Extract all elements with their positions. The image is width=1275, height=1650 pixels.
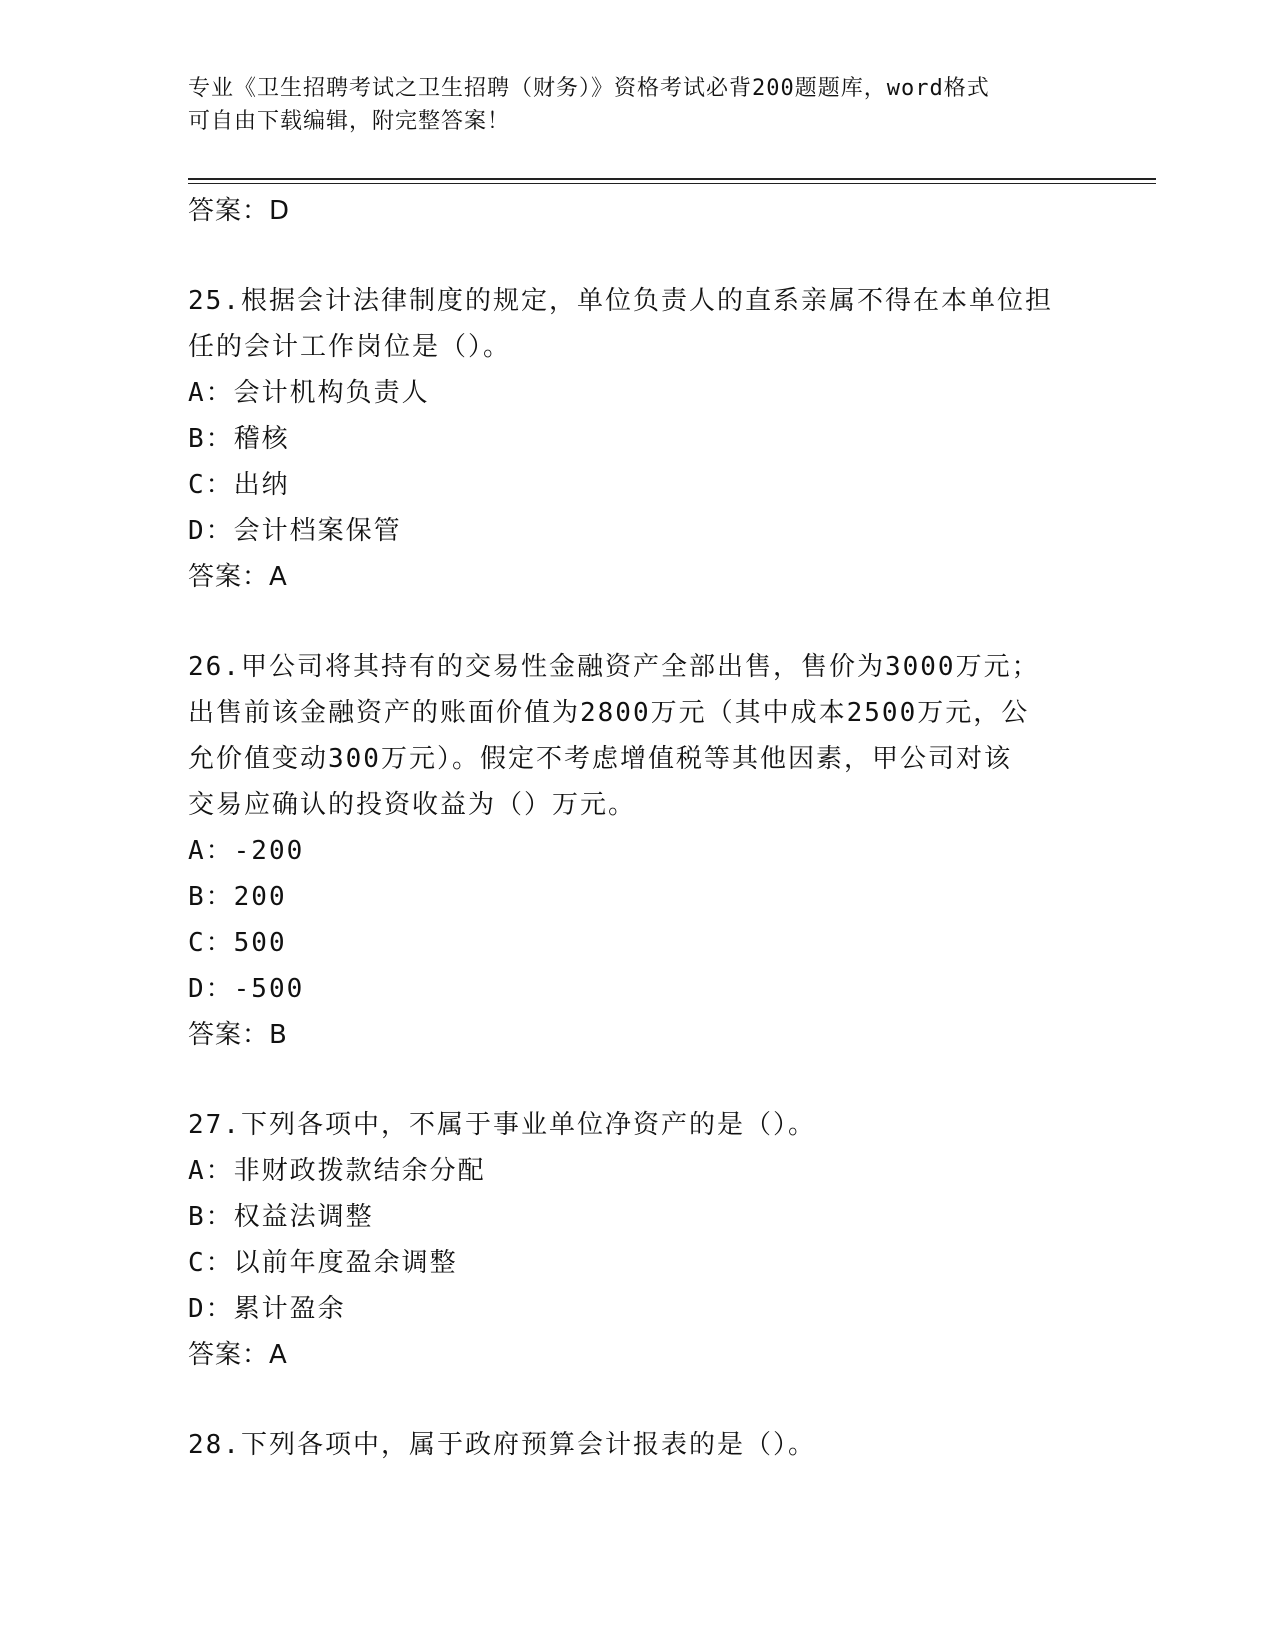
- answer-line: 答案：A: [188, 562, 288, 592]
- question-text-line: 允价值变动300万元）。假定不考虑增值税等其他因素，甲公司对该: [188, 744, 1012, 774]
- option-a: A：非财政拨款结余分配: [188, 1156, 486, 1186]
- option-a: A：会计机构负责人: [188, 378, 430, 408]
- answer-line: 答案：D: [188, 196, 291, 226]
- answer-line: 答案：B: [188, 1020, 288, 1050]
- header-divider-thick: [188, 178, 1156, 180]
- option-a: A：-200: [188, 836, 305, 866]
- question-text-line: 27.下列各项中，不属于事业单位净资产的是（）。: [188, 1110, 816, 1140]
- question-text-line: 26.甲公司将其持有的交易性金融资产全部出售，售价为3000万元；: [188, 652, 1040, 682]
- option-b: B：200: [188, 882, 287, 912]
- question-text-line: 交易应确认的投资收益为（）万元。: [188, 790, 637, 820]
- spacer: [188, 600, 1088, 644]
- question-text-line: 出售前该金融资产的账面价值为2800万元（其中成本2500万元，公: [188, 698, 1030, 728]
- option-d: D：累计盈余: [188, 1294, 346, 1324]
- option-c: C：出纳: [188, 470, 290, 500]
- header-divider-thin: [188, 183, 1156, 184]
- option-d: D：会计档案保管: [188, 516, 402, 546]
- option-b: B：权益法调整: [188, 1202, 374, 1232]
- option-b: B：稽核: [188, 424, 290, 454]
- header-line-2: 可自由下载编辑，附完整答案！: [188, 109, 511, 134]
- option-c: C：500: [188, 928, 287, 958]
- answer-line: 答案：A: [188, 1340, 288, 1370]
- question-list: [188, 188, 1088, 1468]
- question-block: [188, 644, 1088, 1058]
- document-header: [188, 72, 1088, 138]
- question-block: [188, 1422, 1088, 1468]
- option-c: C：以前年度盈余调整: [188, 1248, 458, 1278]
- spacer: [188, 1058, 1088, 1102]
- spacer: [188, 1378, 1088, 1422]
- question-text-line: 25.根据会计法律制度的规定，单位负责人的直系亲属不得在本单位担: [188, 286, 1053, 316]
- header-line-1: 专业《卫生招聘考试之卫生招聘（财务）》资格考试必背200题题库，word格式: [188, 76, 990, 101]
- question-block: [188, 278, 1088, 600]
- spacer: [188, 234, 1088, 278]
- question-text-line: 任的会计工作岗位是（）。: [188, 332, 512, 362]
- question-text-line: 28.下列各项中，属于政府预算会计报表的是（）。: [188, 1430, 816, 1460]
- question-block: [188, 1102, 1088, 1378]
- option-d: D：-500: [188, 974, 305, 1004]
